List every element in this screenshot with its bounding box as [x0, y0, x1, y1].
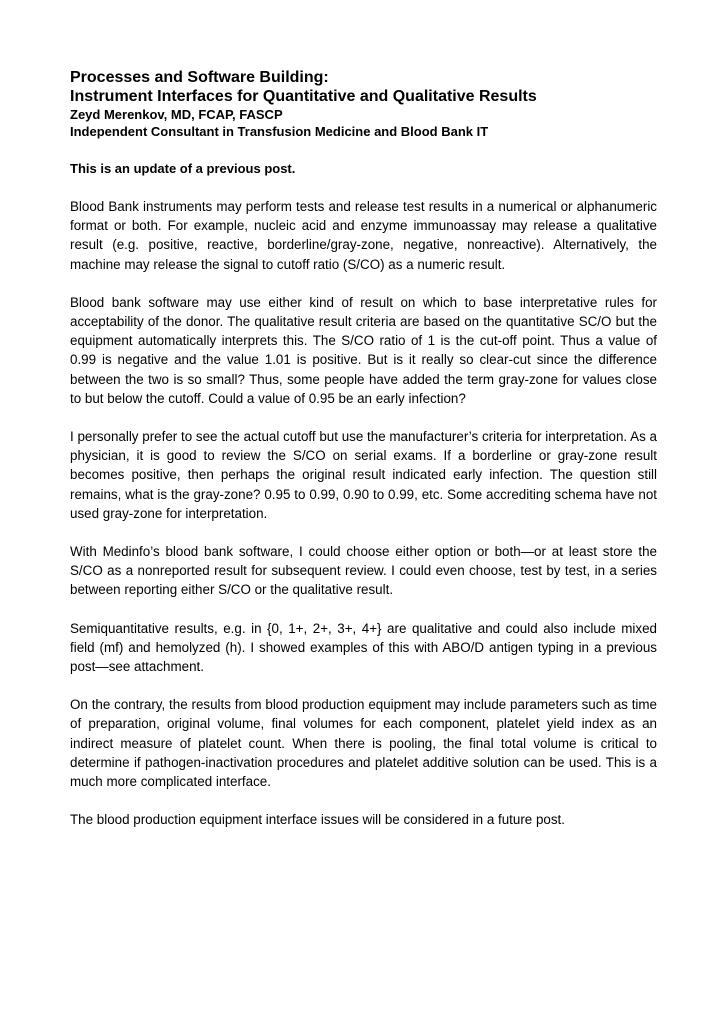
author-name: Zeyd Merenkov, MD, FCAP, FASCP: [70, 107, 283, 122]
paragraph-medinfo-software: With Medinfo’s blood bank software, I could choose either option or both—or at least store the S/CO as a nonreported result for subsequent review. I could even choose, test by test, in a series between reporting either S/CO or the qualitative result.: [70, 544, 657, 598]
author-affiliation: Independent Consultant in Transfusion Medicine and Blood Bank IT: [70, 124, 489, 139]
paragraph-interpretative-rules: Blood bank software may use either kind of result on which to base interpretative rules for acceptability of the donor. The qualitative result criteria are based on the quantitative SC/O but the equipment automatically interprets this. The S/CO ratio of 1 is the cut-off point. Thus a value of 0.99 is negative and the value 1.01 is positive. But is it really so clear-cut since the difference between the two is so small? Thus, some people have added the term gray-zone for values close to but below the cutoff. Could a value of 0.95 be an early infection?: [70, 294, 657, 406]
paragraph-semiquantitative: Semiquantitative results, e.g. in {0, 1+, 2+, 3+, 4+} are qualitative and could also include mixed field (mf) and hemolyzed (h). I showed examples of this with ABO/D antigen typing in a previous post—see attachment.: [70, 620, 657, 675]
document-page: [70, 68, 657, 829]
paragraph-instrument-results: Blood Bank instruments may perform tests and release test results in a numerical or alphanumeric format or both. For example, nucleic acid and enzyme immunoassay may release a qualitative result (e.g. positive, reactive, borderline/gray-zone, negative, nonreactive). Alternatively, the machine may release the signal to cutoff ratio (S/CO) as a numeric result.: [70, 199, 657, 272]
title-line-2: Instrument Interfaces for Quantitative and Qualitative Results: [70, 88, 537, 105]
document-title: [70, 68, 657, 106]
paragraph-future-post: The blood production equipment interface issues will be considered in a future post.: [70, 812, 566, 828]
update-notice: This is an update of a previous post.: [70, 161, 296, 176]
paragraph-blood-production: On the contrary, the results from blood production equipment may include parameters such as time of preparation, original volume, final volumes for each component, platelet yield index as an indirect measure of platelet count. When there is pooling, the final total volume is critical to determine if pathogen-inactivation procedures and platelet additive solution can be used. This is a much more complicated interface.: [70, 697, 657, 790]
paragraph-personal-preference: I personally prefer to see the actual cutoff but use the manufacturer’s criteria for interpretation. As a physician, it is good to review the S/CO on serial exams. If a borderline or gray-zone result becomes positive, then perhaps the original result indicated early infection. The question still remains, what is the gray-zone? 0.95 to 0.99, 0.90 to 0.99, etc. Some accrediting schema have not used gray-zone for interpretation.: [70, 429, 657, 521]
title-line-1: Processes and Software Building:: [70, 69, 329, 86]
